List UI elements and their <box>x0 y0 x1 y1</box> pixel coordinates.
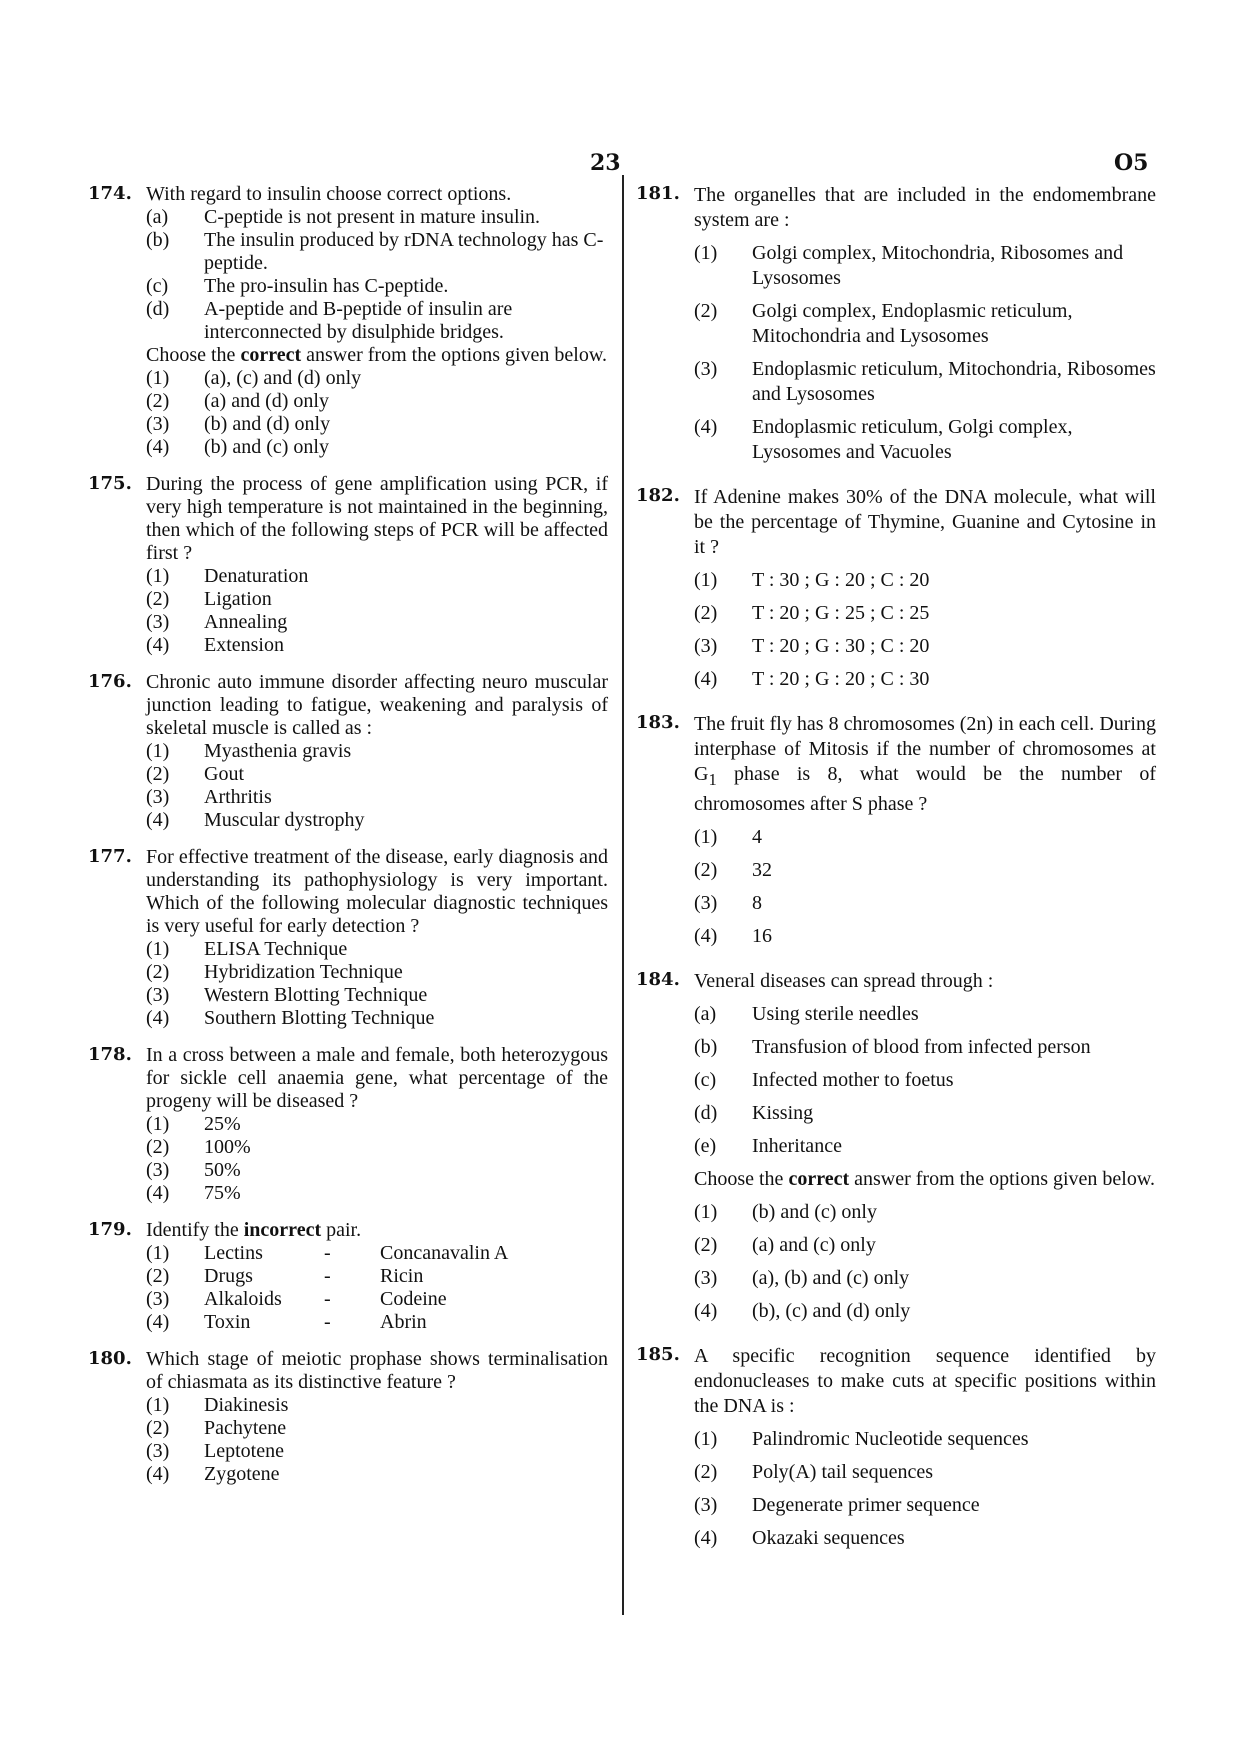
statement <box>146 275 608 298</box>
statement-label: (d) <box>146 298 170 320</box>
option[interactable] <box>146 786 608 809</box>
option[interactable] <box>694 634 1156 659</box>
option[interactable] <box>694 1266 1156 1291</box>
statement-text: Inheritance <box>752 1135 842 1157</box>
question-text <box>694 712 1156 817</box>
question-text: Which stage of meiotic prophase shows terminalisation of chiasmata as its distinctive feature ? <box>146 1348 608 1393</box>
pair-right: Concanavalin A <box>380 1242 509 1264</box>
option-label: (1) <box>146 565 170 587</box>
question-text: In a cross between a male and female, both heterozygous for sickle cell anaemia gene, what percentage of the progeny will be diseased ? <box>146 1044 608 1112</box>
instruction-text: Choose the <box>146 344 241 366</box>
pair-left: Toxin <box>204 1311 251 1333</box>
option-label: (3) <box>694 892 718 914</box>
option[interactable] <box>146 1463 608 1486</box>
option[interactable] <box>694 1200 1156 1225</box>
option[interactable] <box>146 740 608 763</box>
option[interactable] <box>146 809 608 832</box>
statement <box>694 1002 1156 1027</box>
question-text: Chronic auto immune disorder affecting neuro muscular junction leading to fatigue, weakening and paralysis of skeletal muscle is called as : <box>146 671 608 739</box>
statement-label: (d) <box>694 1102 718 1124</box>
question-number: 181. <box>636 183 680 204</box>
option-text: (b) and (c) only <box>752 1201 877 1223</box>
option-text: 4 <box>752 826 762 848</box>
option-text: Poly(A) tail sequences <box>752 1461 934 1483</box>
statement-text: The pro-insulin has C-peptide. <box>204 275 449 297</box>
option-label: (2) <box>146 961 170 983</box>
option[interactable] <box>694 241 1156 291</box>
question-emphasis: incorrect <box>243 1219 322 1241</box>
option[interactable] <box>146 413 608 436</box>
option[interactable] <box>694 825 1156 850</box>
question-180 <box>88 1348 608 1486</box>
option-text: T : 30 ; G : 20 ; C : 20 <box>752 569 930 591</box>
question-text: During the process of gene amplification using PCR, if very high temperature is not maintained in the beginning, then which of the following steps of PCR will be affected first ? <box>146 473 608 564</box>
question-176 <box>88 671 608 832</box>
option-text: Ligation <box>204 588 272 610</box>
option-text: Degenerate primer sequence <box>752 1494 980 1516</box>
option-text: T : 20 ; G : 20 ; C : 30 <box>752 668 930 690</box>
option-label: (3) <box>146 786 170 808</box>
option-label: (3) <box>146 413 170 435</box>
statement-label: (b) <box>146 229 170 251</box>
option[interactable] <box>146 763 608 786</box>
option-label: (4) <box>146 809 170 831</box>
option-text: Gout <box>204 763 244 785</box>
option-text: Endoplasmic reticulum, Mitochondria, Ribosomes and Lysosomes <box>752 358 1156 405</box>
pair-right: Ricin <box>380 1265 424 1287</box>
option[interactable] <box>146 634 608 657</box>
choose-instruction <box>146 344 608 367</box>
option-label: (2) <box>694 1461 718 1483</box>
option-text: (a), (c) and (d) only <box>204 367 362 389</box>
option-text: 16 <box>752 925 772 947</box>
option-label: (2) <box>146 390 170 412</box>
option-label: (2) <box>146 1136 170 1158</box>
statement-text: The insulin produced by rDNA technology has C-peptide. <box>204 229 604 274</box>
option[interactable] <box>694 601 1156 626</box>
statement-text: Transfusion of blood from infected person <box>752 1036 1091 1058</box>
instruction-text: answer from the options given below. <box>849 1168 1155 1190</box>
option[interactable] <box>694 891 1156 916</box>
option[interactable] <box>694 924 1156 949</box>
option[interactable] <box>146 1159 608 1182</box>
question-text: For effective treatment of the disease, early diagnosis and understanding its pathophysiology is very important. Which of the following molecular diagnostic techniques is very useful for early detection ? <box>146 846 608 937</box>
option-text: (b), (c) and (d) only <box>752 1300 911 1322</box>
question-number: 184. <box>636 969 680 990</box>
option-text: T : 20 ; G : 25 ; C : 25 <box>752 602 930 624</box>
statement-label: (a) <box>146 206 169 228</box>
option-text: Muscular dystrophy <box>204 809 365 831</box>
instruction-emphasis: correct <box>240 344 302 366</box>
left-column <box>88 183 608 1500</box>
option-label: (4) <box>694 668 718 690</box>
option-text: (b) and (c) only <box>204 436 329 458</box>
statement-text: Kissing <box>752 1102 814 1124</box>
question-number: 179. <box>88 1219 132 1240</box>
option-label: (3) <box>694 358 718 380</box>
option-text: 50% <box>204 1159 241 1181</box>
option-label: (3) <box>146 611 170 633</box>
question-174 <box>88 183 608 459</box>
option-label: (1) <box>146 367 170 389</box>
option-label: (3) <box>146 1440 170 1462</box>
option-text: T : 20 ; G : 30 ; C : 20 <box>752 635 930 657</box>
option-label: (2) <box>146 588 170 610</box>
pair-dash: - <box>324 1265 331 1287</box>
option-label: (1) <box>694 1428 718 1450</box>
option-text: Palindromic Nucleotide sequences <box>752 1428 1029 1450</box>
option-label: (4) <box>146 1182 170 1204</box>
option-pair[interactable] <box>146 1265 608 1288</box>
option-label: (4) <box>146 1463 170 1485</box>
option[interactable] <box>694 858 1156 883</box>
option-label: (2) <box>694 1234 718 1256</box>
option[interactable] <box>694 357 1156 407</box>
option[interactable] <box>146 588 608 611</box>
option-text: Myasthenia gravis <box>204 740 352 762</box>
option-pair[interactable] <box>146 1288 608 1311</box>
pair-dash: - <box>324 1288 331 1310</box>
question-text-part: phase is 8, what would be the number of chromosomes after S phase ? <box>694 763 1156 815</box>
option[interactable] <box>146 367 608 390</box>
option-text: Annealing <box>204 611 288 633</box>
statement <box>146 206 608 229</box>
instruction-emphasis: correct <box>788 1168 850 1190</box>
option-label: (1) <box>694 242 718 264</box>
option-text: Extension <box>204 634 284 656</box>
option-label: (2) <box>694 602 718 624</box>
option[interactable] <box>146 390 608 413</box>
option[interactable] <box>694 415 1156 465</box>
question-number: 185. <box>636 1344 680 1365</box>
option[interactable] <box>146 1113 608 1136</box>
instruction-text: Choose the <box>694 1168 789 1190</box>
column-divider <box>622 175 624 1615</box>
question-175 <box>88 473 608 657</box>
option-label: (3) <box>694 635 718 657</box>
option-text: Denaturation <box>204 565 309 587</box>
option[interactable] <box>146 938 608 961</box>
option-text: Okazaki sequences <box>752 1527 905 1549</box>
statement <box>146 298 608 344</box>
question-number: 180. <box>88 1348 132 1369</box>
option-text: Pachytene <box>204 1417 287 1439</box>
option-label: (1) <box>694 826 718 848</box>
question-number: 183. <box>636 712 680 733</box>
option[interactable] <box>146 1136 608 1159</box>
option-label: (4) <box>146 1007 170 1029</box>
question-number: 177. <box>88 846 132 867</box>
pair-right: Codeine <box>380 1288 447 1310</box>
statement-text: A-peptide and B-peptide of insulin are interconnected by disulphide bridges. <box>204 298 513 343</box>
paper-code: O5 <box>1114 150 1149 176</box>
option-text: Hybridization Technique <box>204 961 403 983</box>
question-text: The organelles that are included in the endomembrane system are : <box>694 184 1156 231</box>
pair-dash: - <box>324 1311 331 1333</box>
question-177 <box>88 846 608 1030</box>
option[interactable] <box>146 961 608 984</box>
option[interactable] <box>146 1182 608 1205</box>
option-text: 100% <box>204 1136 251 1158</box>
option-text: ELISA Technique <box>204 938 348 960</box>
question-number: 176. <box>88 671 132 692</box>
option-label: (4) <box>694 925 718 947</box>
option[interactable] <box>146 984 608 1007</box>
option-label: (4) <box>694 416 718 438</box>
page-number: 23 <box>590 150 621 176</box>
option[interactable] <box>146 1417 608 1440</box>
statement-label: (e) <box>694 1135 717 1157</box>
option-text: (a) and (c) only <box>752 1234 876 1256</box>
question-text-part: pair. <box>321 1219 362 1241</box>
question-182 <box>636 485 1156 692</box>
question-181 <box>636 183 1156 465</box>
option-label: (3) <box>146 1288 170 1310</box>
option-label: (3) <box>146 1159 170 1181</box>
option-label: (3) <box>694 1267 718 1289</box>
statement-text: Using sterile needles <box>752 1003 919 1025</box>
option-label: (2) <box>146 763 170 785</box>
subscript: 1 <box>708 770 717 789</box>
option[interactable] <box>146 1440 608 1463</box>
question-text-part: The fruit fly has 8 chromosomes (2n) in each cell. During interphase of Mitosis if the number of chromosomes at G <box>694 713 1156 785</box>
question-184 <box>636 969 1156 1324</box>
question-text: A specific recognition sequence identified by endonucleases to make cuts at specific positions within the DNA is : <box>694 1345 1156 1417</box>
instruction-text: answer from the options given below. <box>301 344 607 366</box>
option[interactable] <box>146 611 608 634</box>
option-label: (4) <box>146 634 170 656</box>
option-label: (3) <box>146 984 170 1006</box>
question-number: 175. <box>88 473 132 494</box>
option[interactable] <box>694 1233 1156 1258</box>
question-183 <box>636 712 1156 949</box>
question-178 <box>88 1044 608 1205</box>
statement-label: (c) <box>146 275 169 297</box>
option-text: Arthritis <box>204 786 272 808</box>
question-text: Veneral diseases can spread through : <box>694 970 994 992</box>
pair-left: Lectins <box>204 1242 263 1264</box>
option[interactable] <box>694 1427 1156 1452</box>
option-text: 25% <box>204 1113 241 1135</box>
option-text: 8 <box>752 892 762 914</box>
statement <box>694 1035 1156 1060</box>
option[interactable] <box>694 299 1156 349</box>
option-label: (4) <box>146 436 170 458</box>
option-text: Golgi complex, Endoplasmic reticulum, Mitochondria and Lysosomes <box>752 300 1073 347</box>
pair-left: Drugs <box>204 1265 253 1287</box>
option-label: (4) <box>694 1527 718 1549</box>
statement-label: (c) <box>694 1069 717 1091</box>
option-label: (4) <box>694 1300 718 1322</box>
option-text: Diakinesis <box>204 1394 289 1416</box>
option[interactable] <box>694 1299 1156 1324</box>
option[interactable] <box>694 1460 1156 1485</box>
option[interactable] <box>146 565 608 588</box>
option-text: Golgi complex, Mitochondria, Ribosomes and Lysosomes <box>752 242 1124 289</box>
option-label: (1) <box>146 1242 170 1264</box>
pair-dash: - <box>324 1242 331 1264</box>
option-text: Endoplasmic reticulum, Golgi complex, Lysosomes and Vacuoles <box>752 416 1073 463</box>
option-pair[interactable] <box>146 1242 608 1265</box>
option-text: Leptotene <box>204 1440 284 1462</box>
option-text: 75% <box>204 1182 241 1204</box>
statement-text: Infected mother to foetus <box>752 1069 954 1091</box>
question-number: 182. <box>636 485 680 506</box>
pair-right: Abrin <box>380 1311 427 1333</box>
option-label: (1) <box>146 1113 170 1135</box>
question-185 <box>636 1344 1156 1551</box>
question-text-part: Identify the <box>146 1219 244 1241</box>
statement <box>694 1101 1156 1126</box>
statement-label: (a) <box>694 1003 717 1025</box>
option-label: (2) <box>146 1265 170 1287</box>
right-column <box>636 183 1156 1571</box>
option[interactable] <box>694 1493 1156 1518</box>
statement <box>694 1134 1156 1159</box>
option-label: (2) <box>694 859 718 881</box>
option[interactable] <box>146 1007 608 1030</box>
question-text <box>146 1219 608 1242</box>
option[interactable] <box>146 436 608 459</box>
option-text: Zygotene <box>204 1463 280 1485</box>
option-label: (1) <box>146 1394 170 1416</box>
option[interactable] <box>694 568 1156 593</box>
question-text: If Adenine makes 30% of the DNA molecule, what will be the percentage of Thymine, Guanine and Cytosine in it ? <box>694 486 1156 558</box>
statement-label: (b) <box>694 1036 718 1058</box>
question-number: 178. <box>88 1044 132 1065</box>
option-label: (1) <box>694 1201 718 1223</box>
statement <box>146 229 608 275</box>
option-label: (1) <box>146 740 170 762</box>
option-label: (2) <box>694 300 718 322</box>
pair-left: Alkaloids <box>204 1288 282 1310</box>
option-text: Western Blotting Technique <box>204 984 428 1006</box>
statement <box>694 1068 1156 1093</box>
option-label: (1) <box>694 569 718 591</box>
option-label: (4) <box>146 1311 170 1333</box>
question-179 <box>88 1219 608 1334</box>
option-label: (1) <box>146 938 170 960</box>
option-text: (b) and (d) only <box>204 413 331 435</box>
question-text: With regard to insulin choose correct options. <box>146 183 512 205</box>
choose-instruction <box>694 1167 1156 1192</box>
option-label: (2) <box>146 1417 170 1439</box>
option[interactable] <box>694 1526 1156 1551</box>
option-text: (a), (b) and (c) only <box>752 1267 910 1289</box>
statement-text: C-peptide is not present in mature insulin. <box>204 206 541 228</box>
option[interactable] <box>146 1394 608 1417</box>
option-text: 32 <box>752 859 772 881</box>
option-text: (a) and (d) only <box>204 390 329 412</box>
option[interactable] <box>694 667 1156 692</box>
question-number: 174. <box>88 183 132 204</box>
option-text: Southern Blotting Technique <box>204 1007 435 1029</box>
option-pair[interactable] <box>146 1311 608 1334</box>
option-label: (3) <box>694 1494 718 1516</box>
